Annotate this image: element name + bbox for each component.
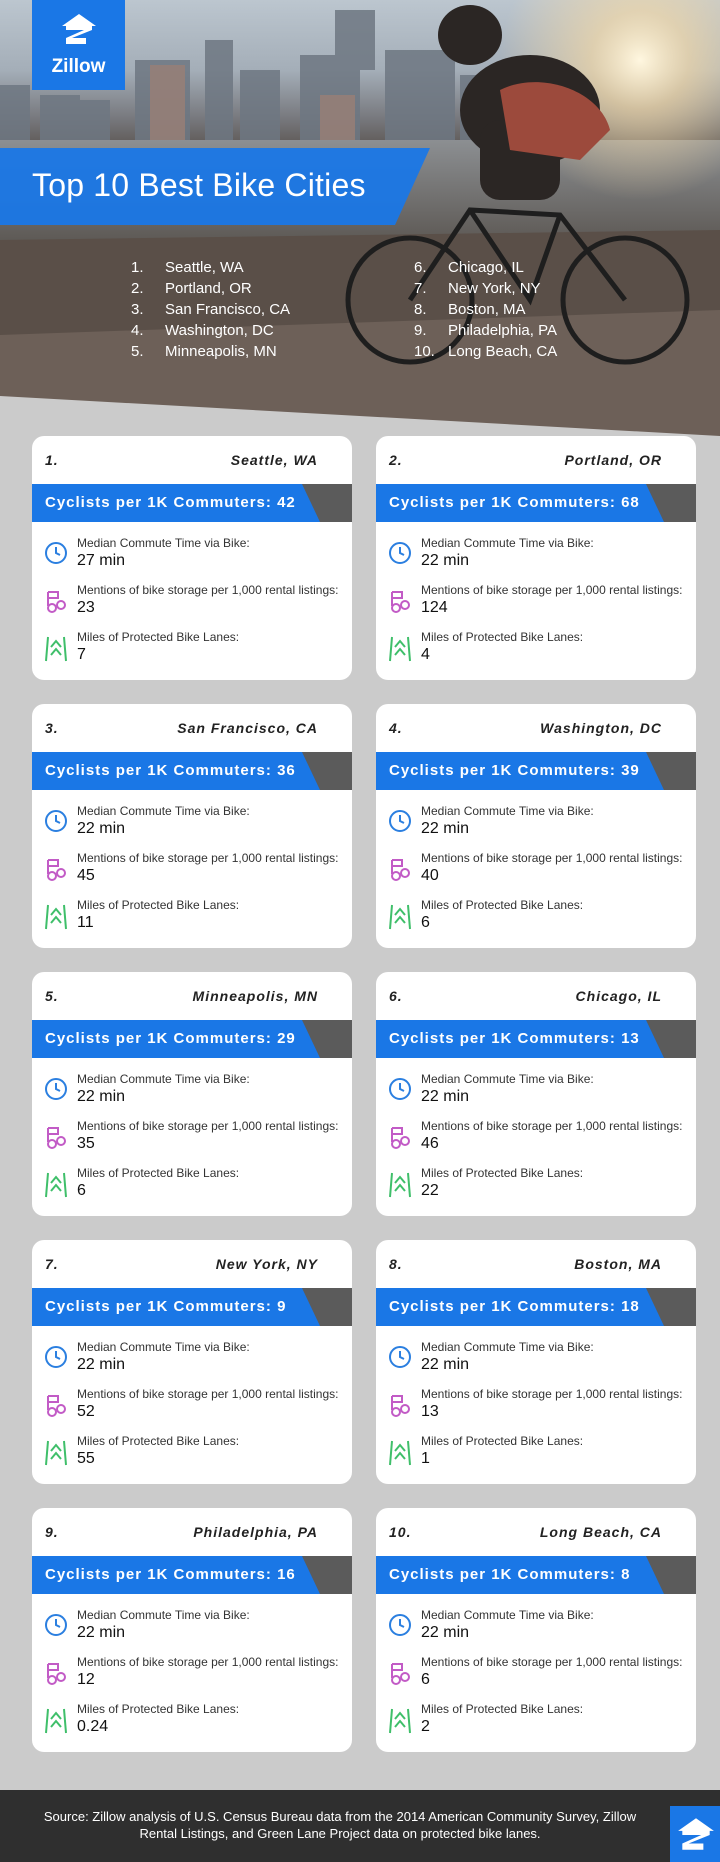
footer (0, 1790, 720, 1862)
lanes-label: Miles of Protected Bike Lanes: (421, 630, 584, 644)
commute-value: 22 min (421, 1356, 470, 1373)
cyclists-per-1k: Cyclists per 1K Commuters: 13 (389, 1030, 640, 1047)
commute-label: Median Commute Time via Bike: (77, 1072, 250, 1086)
cyclists-per-1k: Cyclists per 1K Commuters: 39 (389, 762, 640, 779)
lanes-value: 22 (421, 1182, 439, 1199)
city-card (32, 704, 352, 948)
ranking-item: 3. San Francisco, CA (131, 301, 291, 318)
card-rank: 8. (389, 1256, 403, 1272)
cyclists-band (32, 1020, 352, 1058)
card-city: Seattle, WA (230, 452, 318, 468)
lanes-value: 6 (421, 914, 430, 931)
cyclists-band (32, 1288, 352, 1326)
commute-stat (32, 532, 352, 576)
city-card (32, 1240, 352, 1484)
lanes-stat (376, 1162, 696, 1206)
lanes-stat (32, 626, 352, 670)
storage-label: Mentions of bike storage per 1,000 rental listings: (421, 583, 683, 597)
commute-stat (376, 1604, 696, 1648)
zillow-house-icon (60, 12, 98, 46)
card-rank: 3. (45, 720, 59, 736)
cyclists-per-1k: Cyclists per 1K Commuters: 16 (45, 1566, 296, 1583)
hero-banner (0, 0, 720, 440)
lanes-label: Miles of Protected Bike Lanes: (421, 1166, 584, 1180)
commute-stat (32, 1604, 352, 1648)
clock-icon (44, 1077, 68, 1106)
lanes-value: 0.24 (77, 1718, 109, 1735)
ranking-item: 8. Boston, MA (414, 301, 526, 318)
cyclists-band (32, 752, 352, 790)
storage-stat (376, 1651, 696, 1695)
clock-icon (388, 1077, 412, 1106)
card-city: Portland, OR (564, 452, 662, 468)
clock-icon (388, 541, 412, 570)
bike-lane-icon (388, 1439, 412, 1472)
lanes-label: Miles of Protected Bike Lanes: (421, 1434, 584, 1448)
city-card (32, 972, 352, 1216)
storage-stat (32, 1651, 352, 1695)
storage-stat (32, 847, 352, 891)
card-city: Minneapolis, MN (192, 988, 318, 1004)
commute-label: Median Commute Time via Bike: (421, 1608, 594, 1622)
cyclists-per-1k: Cyclists per 1K Commuters: 42 (45, 494, 296, 511)
card-rank: 5. (45, 988, 59, 1004)
lanes-value: 11 (77, 914, 94, 931)
ranking-item: 5. Minneapolis, MN (131, 343, 277, 360)
cyclists-per-1k: Cyclists per 1K Commuters: 36 (45, 762, 296, 779)
storage-value: 12 (77, 1671, 95, 1688)
lanes-label: Miles of Protected Bike Lanes: (421, 898, 584, 912)
cyclists-band (376, 1288, 696, 1326)
card-rank: 7. (45, 1256, 59, 1272)
commute-value: 27 min (77, 552, 126, 569)
footer-zillow-logo[interactable] (670, 1806, 720, 1862)
commute-stat (376, 800, 696, 844)
commute-value: 22 min (77, 1088, 126, 1105)
lanes-label: Miles of Protected Bike Lanes: (77, 898, 240, 912)
commute-label: Median Commute Time via Bike: (421, 1072, 594, 1086)
lanes-label: Miles of Protected Bike Lanes: (77, 1702, 240, 1716)
card-header (32, 436, 352, 484)
storage-label: Mentions of bike storage per 1,000 rental listings: (421, 1119, 683, 1133)
ranking-item: 10. Long Beach, CA (414, 343, 558, 360)
cyclists-band (376, 752, 696, 790)
lanes-stat (376, 894, 696, 938)
storage-stat (376, 579, 696, 623)
lanes-stat (376, 1698, 696, 1742)
cyclists-per-1k: Cyclists per 1K Commuters: 18 (389, 1298, 640, 1315)
bike-lane-icon (388, 903, 412, 936)
storage-value: 45 (77, 867, 95, 884)
card-header (32, 704, 352, 752)
storage-stat (376, 1383, 696, 1427)
card-rank: 9. (45, 1524, 59, 1540)
title-banner (0, 148, 430, 225)
commute-value: 22 min (421, 1088, 470, 1105)
ranking-item: 2. Portland, OR (131, 280, 252, 297)
bike-storage-icon (44, 1392, 68, 1423)
bike-storage-icon (44, 1124, 68, 1155)
commute-value: 22 min (421, 1624, 470, 1641)
logo-wordmark: Zillow (51, 56, 106, 77)
clock-icon (44, 809, 68, 838)
commute-label: Median Commute Time via Bike: (421, 1340, 594, 1354)
lanes-stat (32, 1698, 352, 1742)
commute-value: 22 min (421, 552, 470, 569)
storage-label: Mentions of bike storage per 1,000 rental listings: (77, 851, 339, 865)
city-card (376, 704, 696, 948)
cyclists-per-1k: Cyclists per 1K Commuters: 29 (45, 1030, 296, 1047)
cyclists-band (376, 1020, 696, 1058)
commute-stat (32, 1336, 352, 1380)
clock-icon (44, 1613, 68, 1642)
storage-stat (32, 1115, 352, 1159)
cyclists-band (32, 484, 352, 522)
bike-lane-icon (388, 1707, 412, 1740)
ranking-list-left (131, 257, 290, 362)
card-city: San Francisco, CA (177, 720, 318, 736)
commute-label: Median Commute Time via Bike: (421, 804, 594, 818)
bike-lane-icon (44, 635, 68, 668)
commute-stat (376, 532, 696, 576)
lanes-label: Miles of Protected Bike Lanes: (77, 630, 240, 644)
lanes-label: Miles of Protected Bike Lanes: (77, 1166, 240, 1180)
lanes-value: 7 (77, 646, 86, 663)
clock-icon (44, 541, 68, 570)
bike-lane-icon (44, 1707, 68, 1740)
city-card (32, 436, 352, 680)
lanes-stat (32, 1430, 352, 1474)
bike-storage-icon (388, 588, 412, 619)
clock-icon (388, 1345, 412, 1374)
card-rank: 6. (389, 988, 403, 1004)
commute-value: 22 min (77, 1624, 126, 1641)
storage-label: Mentions of bike storage per 1,000 rental listings: (421, 851, 683, 865)
storage-label: Mentions of bike storage per 1,000 rental listings: (77, 1119, 339, 1133)
bike-lane-icon (388, 635, 412, 668)
commute-label: Median Commute Time via Bike: (421, 536, 594, 550)
storage-value: 124 (421, 599, 448, 616)
ranking-list-right (414, 257, 557, 362)
ranking-item: 6. Chicago, IL (414, 259, 524, 276)
storage-value: 35 (77, 1135, 95, 1152)
storage-stat (376, 847, 696, 891)
lanes-value: 6 (77, 1182, 86, 1199)
commute-value: 22 min (77, 820, 126, 837)
card-header (376, 1240, 696, 1288)
card-rank: 2. (389, 452, 403, 468)
lanes-label: Miles of Protected Bike Lanes: (421, 1702, 584, 1716)
storage-value: 52 (77, 1403, 95, 1420)
bike-storage-icon (44, 588, 68, 619)
bike-storage-icon (44, 856, 68, 887)
commute-stat (32, 800, 352, 844)
bike-lane-icon (44, 903, 68, 936)
commute-value: 22 min (421, 820, 470, 837)
card-city: Washington, DC (540, 720, 662, 736)
clock-icon (388, 1613, 412, 1642)
commute-label: Median Commute Time via Bike: (77, 1608, 250, 1622)
card-city: Boston, MA (574, 1256, 662, 1272)
card-city: Long Beach, CA (539, 1524, 662, 1540)
card-header (32, 1240, 352, 1288)
storage-label: Mentions of bike storage per 1,000 rental listings: (77, 583, 339, 597)
lanes-value: 1 (421, 1450, 430, 1467)
source-note: Source: Zillow analysis of U.S. Census Bureau data from the 2014 American Community Survey, Zillow Rental Listings, and Green Lane Project data on protected bike lanes. (43, 1809, 637, 1841)
commute-stat (376, 1068, 696, 1112)
storage-stat (376, 1115, 696, 1159)
cyclists-band (376, 1556, 696, 1594)
card-header (376, 436, 696, 484)
bike-storage-icon (388, 856, 412, 887)
storage-label: Mentions of bike storage per 1,000 rental listings: (421, 1387, 683, 1401)
commute-stat (32, 1068, 352, 1112)
commute-label: Median Commute Time via Bike: (77, 1340, 250, 1354)
ranking-item: 4. Washington, DC (131, 322, 274, 339)
cyclists-band (376, 484, 696, 522)
storage-label: Mentions of bike storage per 1,000 rental listings: (77, 1655, 339, 1669)
card-rank: 4. (389, 720, 403, 736)
storage-label: Mentions of bike storage per 1,000 rental listings: (77, 1387, 339, 1401)
cyclists-per-1k: Cyclists per 1K Commuters: 8 (389, 1566, 631, 1583)
ranking-item: 7. New York, NY (414, 280, 541, 297)
city-card (32, 1508, 352, 1752)
card-header (376, 972, 696, 1020)
bike-lane-icon (388, 1171, 412, 1204)
storage-value: 40 (421, 867, 439, 884)
zillow-logo[interactable] (32, 0, 125, 90)
commute-value: 22 min (77, 1356, 126, 1373)
lanes-value: 55 (77, 1450, 95, 1467)
cyclists-band (32, 1556, 352, 1594)
city-card (376, 436, 696, 680)
bike-storage-icon (388, 1124, 412, 1155)
card-rank: 1. (45, 452, 59, 468)
lanes-label: Miles of Protected Bike Lanes: (77, 1434, 240, 1448)
bike-lane-icon (44, 1171, 68, 1204)
city-card (376, 1508, 696, 1752)
commute-stat (376, 1336, 696, 1380)
storage-value: 6 (421, 1671, 430, 1688)
bike-lane-icon (44, 1439, 68, 1472)
ranking-item: 9. Philadelphia, PA (414, 322, 557, 339)
card-header (32, 1508, 352, 1556)
card-city: New York, NY (215, 1256, 318, 1272)
card-city: Chicago, IL (575, 988, 662, 1004)
card-header (376, 1508, 696, 1556)
city-card (376, 972, 696, 1216)
lanes-stat (376, 1430, 696, 1474)
card-city: Philadelphia, PA (193, 1524, 318, 1540)
city-card (376, 1240, 696, 1484)
page-title: Top 10 Best Bike Cities (32, 167, 366, 203)
clock-icon (44, 1345, 68, 1374)
zillow-house-icon (676, 1816, 716, 1852)
storage-label: Mentions of bike storage per 1,000 rental listings: (421, 1655, 683, 1669)
card-header (32, 972, 352, 1020)
commute-label: Median Commute Time via Bike: (77, 804, 250, 818)
lanes-value: 4 (421, 646, 430, 663)
lanes-value: 2 (421, 1718, 430, 1735)
cyclists-per-1k: Cyclists per 1K Commuters: 68 (389, 494, 640, 511)
storage-value: 46 (421, 1135, 439, 1152)
lanes-stat (32, 894, 352, 938)
bike-storage-icon (388, 1660, 412, 1691)
card-header (376, 704, 696, 752)
bike-storage-icon (388, 1392, 412, 1423)
clock-icon (388, 809, 412, 838)
storage-value: 13 (421, 1403, 439, 1420)
cyclists-per-1k: Cyclists per 1K Commuters: 9 (45, 1298, 287, 1315)
lanes-stat (376, 626, 696, 670)
storage-stat (32, 1383, 352, 1427)
storage-stat (32, 579, 352, 623)
commute-label: Median Commute Time via Bike: (77, 536, 250, 550)
ranking-item: 1. Seattle, WA (131, 259, 244, 276)
bike-storage-icon (44, 1660, 68, 1691)
lanes-stat (32, 1162, 352, 1206)
card-rank: 10. (389, 1524, 412, 1540)
storage-value: 23 (77, 599, 95, 616)
